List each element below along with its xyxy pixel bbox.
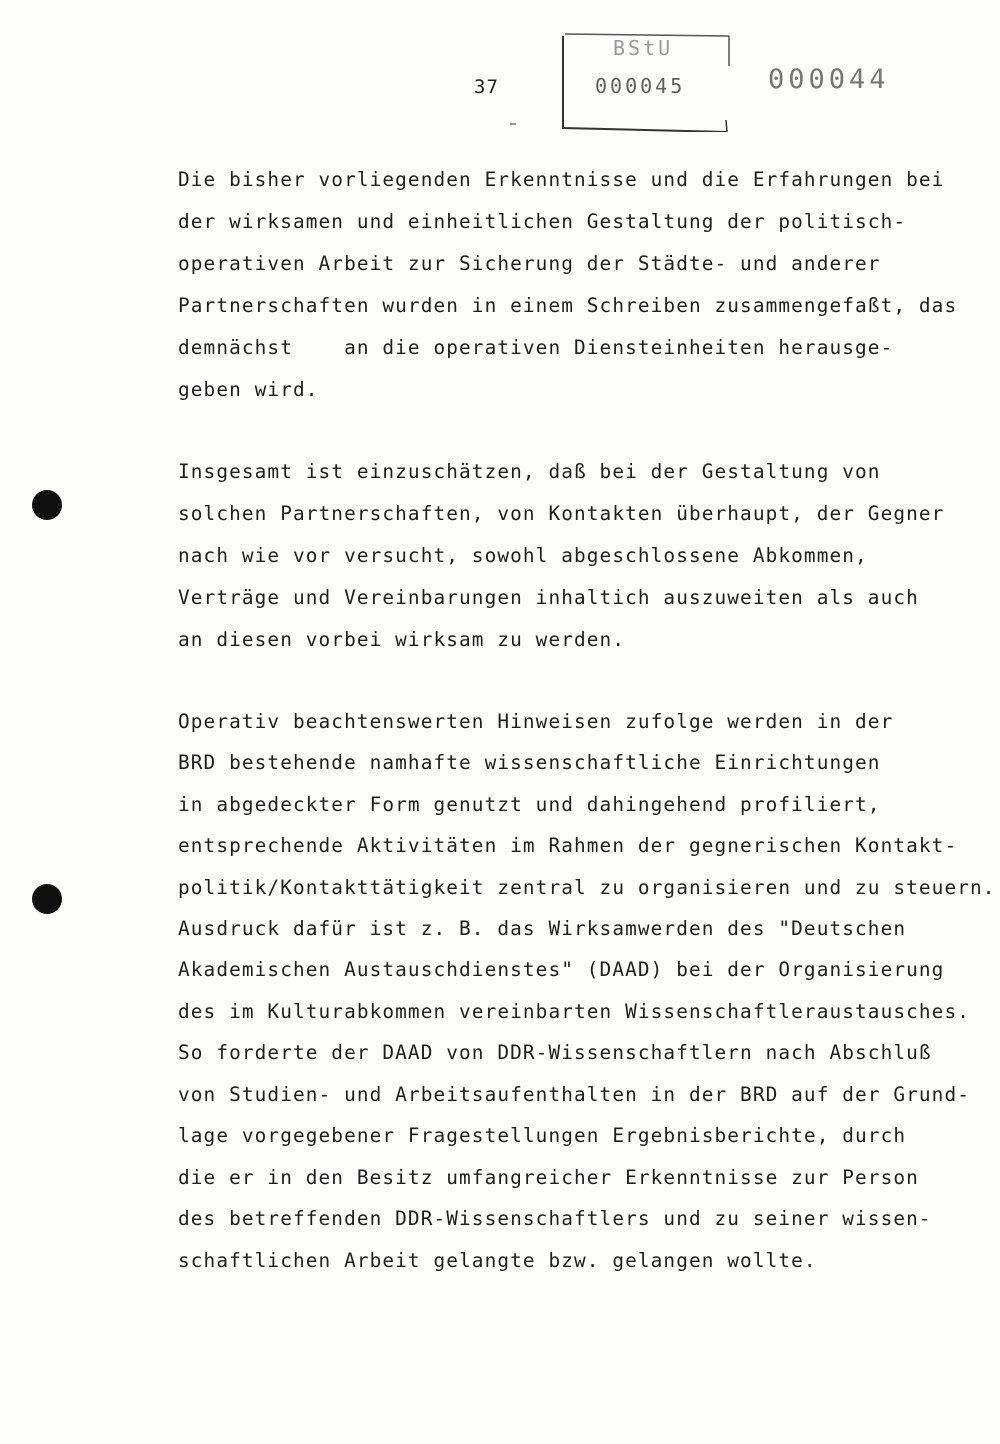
text-line: nach wie vor versucht, sowohl abgeschlossene Abkommen, <box>178 544 868 567</box>
text-line: schaftlichen Arbeit gelangte bzw. gelangen wollte. <box>178 1249 817 1272</box>
archive-stamp <box>561 32 731 132</box>
page-number: 37 <box>474 76 499 98</box>
text-line: solchen Partnerschaften, von Kontakten überhaupt, der Gegner <box>178 502 945 525</box>
text-line: in abgedeckter Form genutzt und dahingehend profiliert, <box>178 793 881 816</box>
margin-mark <box>510 123 516 125</box>
text-line: Partnerschaften wurden in einem Schreiben zusammengefaßt, das <box>178 294 958 317</box>
text-line: Verträge und Vereinbarungen inhaltich auszuweiten als auch <box>178 586 919 609</box>
stamp-number: 000045 <box>595 74 686 98</box>
text-line: So forderte der DAAD von DDR-Wissenschaftlern nach Abschluß <box>178 1041 932 1064</box>
text-line: die er in den Besitz umfangreicher Erkenntnisse zur Person <box>178 1166 919 1189</box>
text-line: der wirksamen und einheitlichen Gestaltung der politisch- <box>178 210 907 233</box>
text-line: an diesen vorbei wirksam zu werden. <box>178 628 626 651</box>
punch-hole <box>32 490 62 520</box>
text-line: BRD bestehende namhafte wissenschaftliche Einrichtungen <box>178 751 881 774</box>
stamp-label: BStU <box>613 36 674 60</box>
text-line: Ausdruck dafür ist z. B. das Wirksamwerden des "Deutschen <box>178 917 907 940</box>
text-line: Operativ beachtenswerten Hinweisen zufolge werden in der <box>178 710 894 733</box>
text-line: lage vorgegebener Fragestellungen Ergebnisberichte, durch <box>178 1124 907 1147</box>
text-line: entsprechende Aktivitäten im Rahmen der gegnerischen Kontakt- <box>178 834 958 857</box>
text-line: des betreffenden DDR-Wissenschaftlers und zu seiner wissen- <box>178 1207 932 1230</box>
text-line: Akademischen Austauschdienstes" (DAAD) bei der Organisierung <box>178 958 945 981</box>
text-line: des im Kulturabkommen vereinbarten Wissenschaftleraustausches. <box>178 1000 970 1023</box>
text-line: von Studien- und Arbeitsaufenthalten in der BRD auf der Grund- <box>178 1083 970 1106</box>
archive-number: 000044 <box>768 64 890 95</box>
text-line: Insgesamt ist einzuschätzen, daß bei der Gestaltung von <box>178 460 881 483</box>
text-line: Die bisher vorliegenden Erkenntnisse und die Erfahrungen bei <box>178 168 945 191</box>
text-line: geben wird. <box>178 378 319 401</box>
text-line: operativen Arbeit zur Sicherung der Städte- und anderer <box>178 252 881 275</box>
text-line: demnächst an die operativen Diensteinheiten herausge- <box>178 336 894 359</box>
text-line: politik/Kontakttätigkeit zentral zu organisieren und zu steuern. <box>178 876 996 899</box>
punch-hole <box>32 884 62 914</box>
